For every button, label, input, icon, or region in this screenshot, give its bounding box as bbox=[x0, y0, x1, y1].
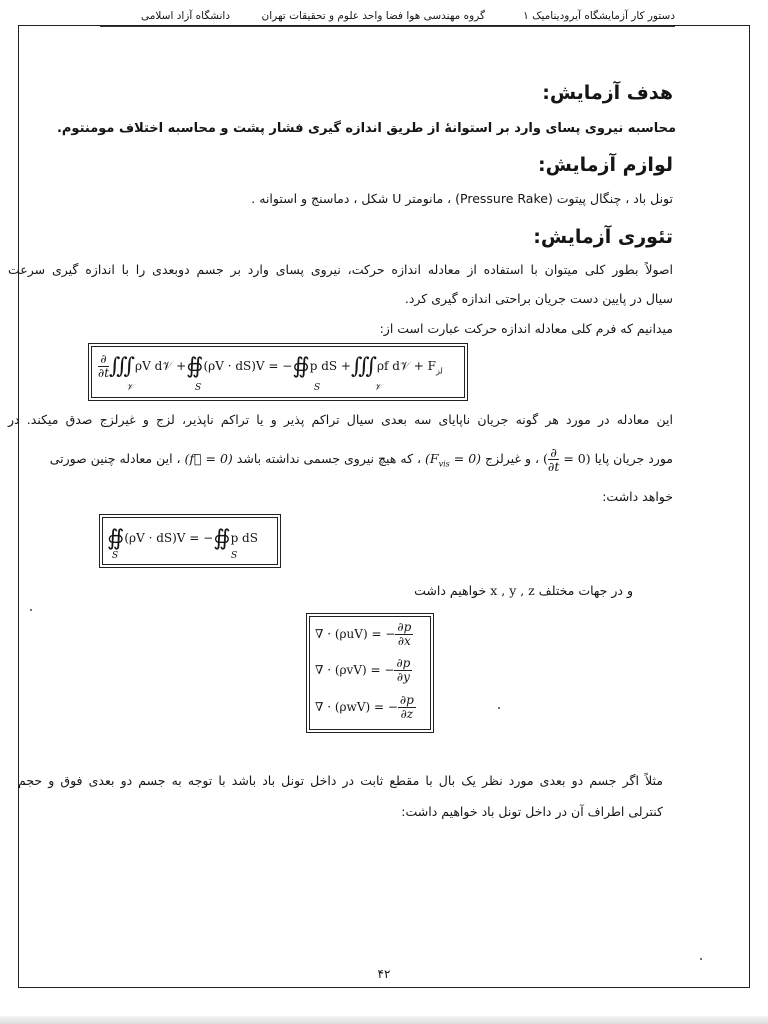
steady-momentum-equation bbox=[107, 526, 258, 551]
surface-integral-symbol: ∯ bbox=[186, 354, 204, 379]
y-momentum-equation bbox=[315, 657, 412, 684]
inviscid-condition: $(F_{vis} = 0)$ bbox=[425, 451, 482, 469]
surface-integral-symbol-3: ∯ bbox=[107, 526, 125, 551]
surface-integral-symbol-2: ∯ bbox=[292, 354, 310, 379]
axes-labels: x , y , z bbox=[490, 583, 535, 598]
component-equations-box bbox=[309, 616, 431, 730]
equipment-text: تونل باد ، چنگال پیتوت (Pressure Rake) ، مانومتر U شکل ، دماسنج و استوانه . bbox=[251, 191, 673, 206]
eq2-term1: (ρV · dS)V = − bbox=[124, 531, 214, 545]
objective-text: محاسبه نیروی پسای وارد بر استوانهٔ از طریق اندازه گیری فشار پشت و محاسبه اختلاف مومنتوم. bbox=[56, 121, 676, 136]
page-number: ۴۲ bbox=[377, 967, 391, 981]
y-eq-lhs: ∇ · (ρvV) = − bbox=[315, 663, 395, 677]
eq1-volume-limit-2: 𝒱 bbox=[374, 383, 382, 393]
eq1-surface-limit: S bbox=[195, 383, 202, 393]
scan-speck bbox=[498, 707, 500, 709]
steady-condition: ( $\frac{\partial}{\partial t}$ = 0) bbox=[543, 445, 591, 474]
header-department: گروه مهندسی هوا فضا واحد علوم و تحقیقات تهران bbox=[261, 10, 485, 22]
x-eq-num: ∂p bbox=[397, 620, 412, 634]
eq1-term2: (ρV · dS)V = − bbox=[203, 359, 293, 373]
theory-para3-line3: خواهد داشت: bbox=[602, 489, 673, 504]
eq2-term2: p dS bbox=[230, 531, 258, 545]
eq2-surface-limit-2: S bbox=[231, 551, 238, 561]
momentum-equation bbox=[98, 353, 443, 380]
theory-heading: تئوری آزمایش: bbox=[533, 226, 673, 248]
theory-para1-line2: سیال در پایین دست جریان براحتی اندازه گیری کرد. bbox=[404, 291, 673, 306]
theory-para2: میدانیم که فرم کلی معادله اندازه حرکت عبارت است از: bbox=[379, 321, 673, 336]
eq2-surface-limit: S bbox=[112, 551, 119, 561]
triple-integral-symbol-2: ∭ bbox=[350, 354, 377, 379]
momentum-equation-box bbox=[91, 346, 465, 398]
z-eq-den: ∂z bbox=[400, 707, 414, 721]
eq1-force-subscript: لز bbox=[436, 366, 443, 376]
triple-integral-symbol: ∭ bbox=[109, 354, 136, 379]
time-derivative: $\frac{\partial}{\partial t}$ bbox=[98, 352, 110, 380]
steady-momentum-equation-box bbox=[102, 517, 278, 565]
x-momentum-equation bbox=[315, 621, 413, 648]
page-header bbox=[100, 8, 675, 27]
objective-heading: هدف آزمایش: bbox=[542, 82, 673, 104]
no-body-force-text: ، که هیچ نیروی جسمی نداشته باشد bbox=[236, 451, 422, 466]
directions-end-text: خواهیم داشت bbox=[414, 583, 487, 598]
theory-para4 bbox=[414, 583, 633, 598]
x-eq-den: ∂x bbox=[397, 634, 411, 648]
theory-para3-line1: این معادله در مورد هر گونه جریان ناپایای سه بعدی سیال تراکم پذیر و یا تراکم ناپذیر، لزج و غیرلزج صدق میکند. در bbox=[8, 412, 673, 427]
header-course: دستور کار آزمایشگاه آیرودینامیک ۱ bbox=[523, 10, 675, 22]
y-eq-den: ∂y bbox=[396, 670, 410, 684]
scan-edge bbox=[0, 1016, 768, 1024]
eq1-volume-limit: 𝒱 bbox=[126, 383, 134, 393]
eq1-term1: ρV d𝒱 + bbox=[135, 359, 187, 373]
scan-speck bbox=[30, 609, 32, 611]
body-force-condition: (f⃗ = 0) bbox=[184, 451, 233, 466]
theory-para1-line1: اصولاً بطور کلی میتوان با استفاده از معادله اندازه حرکت، نیروی پسای وارد بر جسم دوبعدی را با اندازه گیری سرعت bbox=[8, 262, 673, 277]
y-eq-num: ∂p bbox=[396, 656, 411, 670]
z-eq-num: ∂p bbox=[399, 693, 414, 707]
theory-para5-line1: مثلاً اگر جسم دو بعدی مورد نظر یک بال با مقطع ثابت در داخل تونل باد باشد با توجه به جسم دو بعدی فوق و حجم bbox=[18, 773, 663, 788]
equipment-heading: لوازم آزمایش: bbox=[538, 154, 673, 176]
x-eq-lhs: ∇ · (ρuV) = − bbox=[315, 627, 396, 641]
scan-speck bbox=[700, 958, 702, 960]
surface-integral-symbol-4: ∯ bbox=[213, 526, 231, 551]
eq1-surface-limit-2: S bbox=[314, 383, 321, 393]
inviscid-text: ، و غیرلزج bbox=[485, 451, 540, 466]
steady-flow-text: مورد جریان پایا bbox=[594, 451, 673, 466]
eq1-term4: ρf d𝒱 + F bbox=[377, 359, 436, 373]
eq1-term3: p dS + bbox=[309, 359, 351, 373]
directions-text: و در جهات مختلف bbox=[538, 583, 633, 598]
z-eq-lhs: ∇ · (ρwV) = − bbox=[315, 700, 398, 714]
equation-form-text: ، این معادله چنین صورتی bbox=[49, 451, 181, 466]
z-momentum-equation bbox=[315, 694, 416, 721]
theory-para3-line2 bbox=[50, 446, 673, 473]
header-university: دانشگاه آزاد اسلامی bbox=[141, 10, 230, 22]
theory-para5-line2: کنترلی اطراف آن در داخل تونل باد خواهیم داشت: bbox=[401, 804, 663, 819]
